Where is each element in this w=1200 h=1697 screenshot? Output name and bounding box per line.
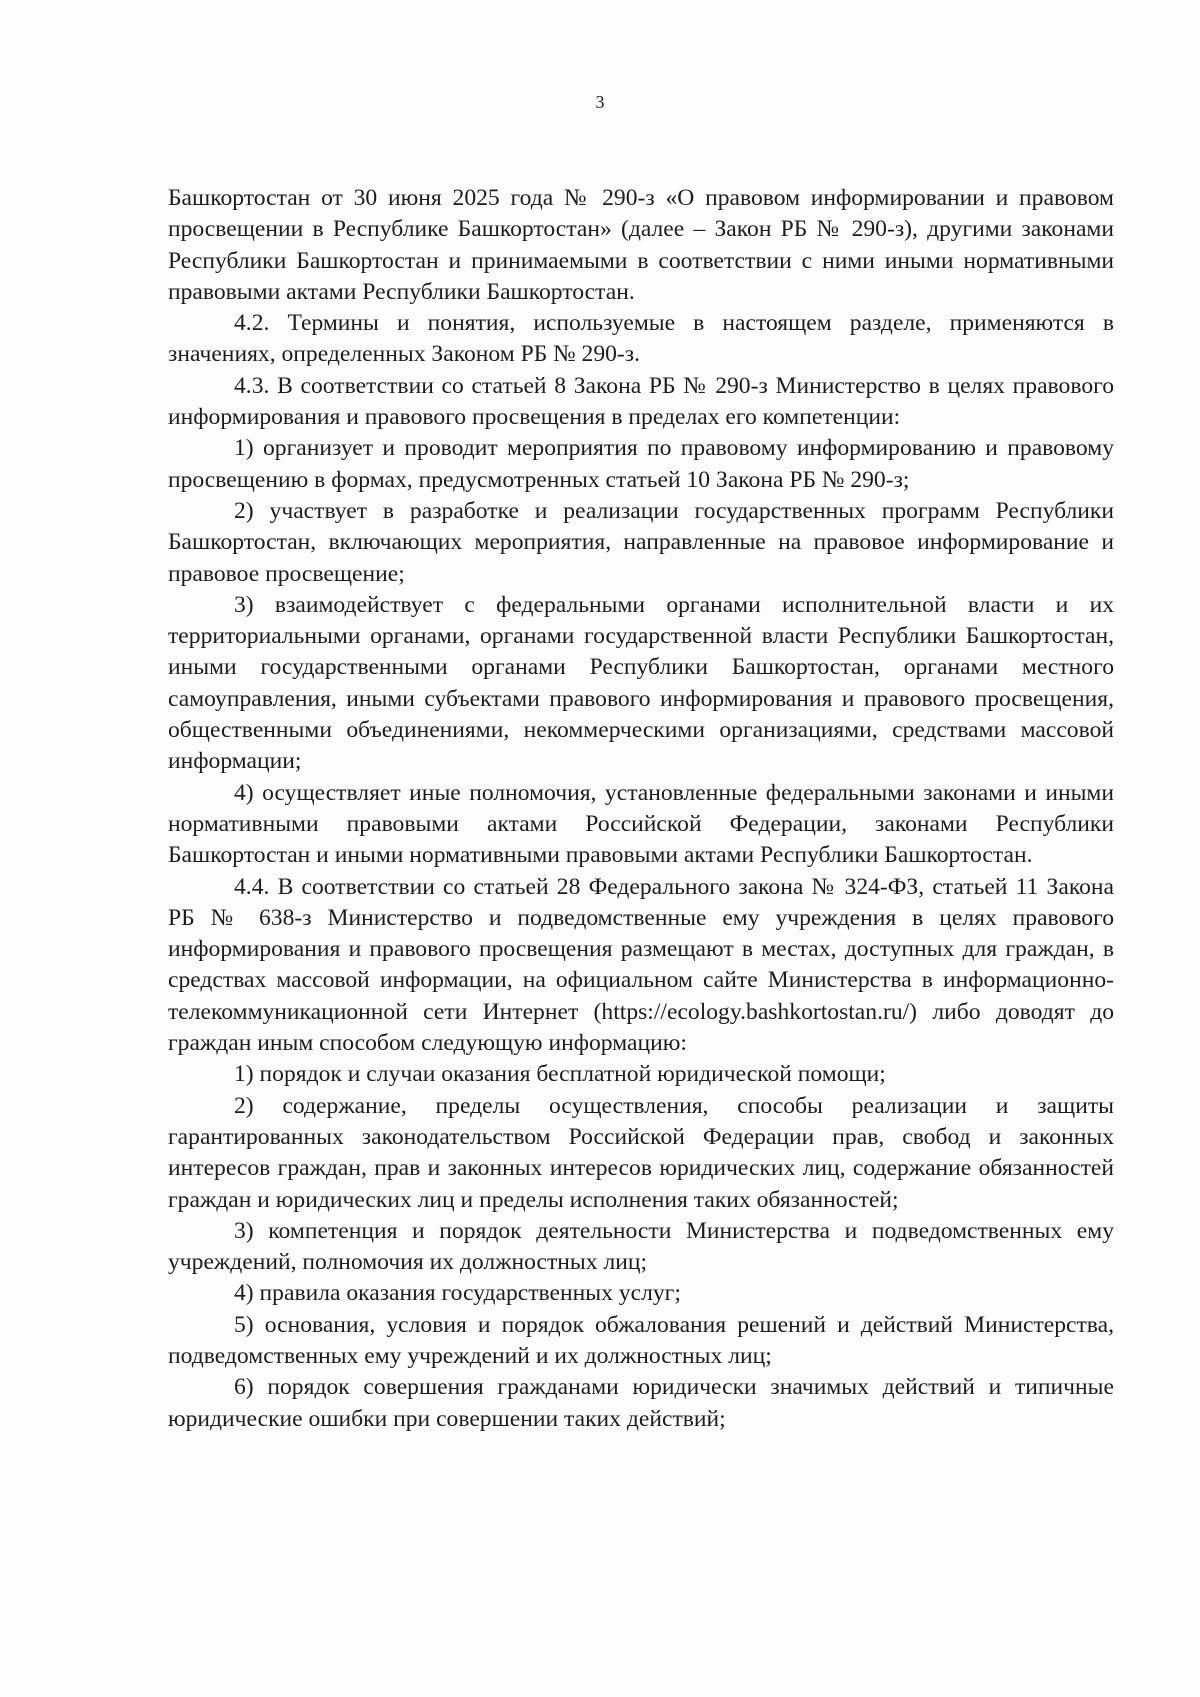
page-number: 3 bbox=[595, 92, 605, 112]
list-item-4-3-1: 1) организует и проводит мероприятия по правовому информированию и правовому просвещению в формах, предусмотренных статьей 10 Закона РБ № 290-з; bbox=[168, 435, 1114, 493]
list-item-4-4-2: 2) содержание, пределы осуществления, способы реализации и защиты гарантированных законодательством Российской Федерации прав, свобод и законных интересов граждан, прав и законных интересов юридических лиц, содержание обязанностей граждан и юридических лиц и пределы исполнения таких обязанностей; bbox=[168, 1092, 1114, 1213]
paragraph-4-4-information-placement: 4.4. В соответствии со статьей 28 Федерального закона № 324-ФЗ, статьей 11 Закона РБ № 638-з Министерство и подведомственные ему учреждения в целях правового информирования и правового просвещения размещают в местах, доступных для граждан, в средствах массовой информации, на официальном сайте Министерства в информационно-телекоммуникационной сети Интернет (https://ecology.bashkortostan.ru/) либо доводят до граждан иным способом следующую информацию: bbox=[168, 873, 1114, 1057]
list-item-4-4-1: 1) порядок и случаи оказания бесплатной юридической помощи; bbox=[234, 1061, 886, 1088]
document-body bbox=[168, 183, 1114, 1435]
list-item-4-4-3: 3) компетенция и порядок деятельности Министерства и подведомственных ему учреждений, полномочия их должностных лиц; bbox=[168, 1217, 1114, 1276]
paragraph-4-2-terms: 4.2. Термины и понятия, используемые в настоящем разделе, применяются в значениях, определенных Законом РБ № 290-з. bbox=[168, 310, 1114, 368]
list-item-4-3-3: 3) взаимодействует с федеральными органами исполнительной власти и их территориальными органами, органами государственной власти Республики Башкортостан, иными государственными органами Республики Башкортостан, органами местного самоуправления, иными субъектами правового информирования и правового просвещения, общественными объединениями, некоммерческими организациями, средствами массовой информации; bbox=[168, 591, 1114, 775]
list-item-4-4-6: 6) порядок совершения гражданами юридически значимых действий и типичные юридические ошибки при совершении таких действий; bbox=[168, 1374, 1114, 1432]
list-item-4-4-5: 5) основания, условия и порядок обжалования решений и действий Министерства, подведомственных ему учреждений и их должностных лиц; bbox=[168, 1311, 1114, 1369]
list-item-4-4-4: 4) правила оказания государственных услуг; bbox=[234, 1280, 681, 1307]
list-item-4-3-4: 4) осуществляет иные полномочия, установленные федеральными законами и иными нормативными правовыми актами Российской Федерации, законами Республики Башкортостан и иными нормативными правовыми актами Республики Башкортостан. bbox=[168, 779, 1114, 869]
paragraph-law-reference-continued: Башкортостан от 30 июня 2025 года № 290-з «О правовом информировании и правовом просвещении в Республике Башкортостан» (далее – Закон РБ № 290-з), другими законами Республики Башкортостан и принимаемыми в соответствии с ними иными нормативными правовыми актами Республики Башкортостан. bbox=[168, 185, 1114, 305]
paragraph-4-3-ministry-powers: 4.3. В соответствии со статьей 8 Закона РБ № 290-з Министерство в целях правового информирования и правового просвещения в пределах его компетенции: bbox=[168, 372, 1114, 431]
list-item-4-3-2: 2) участвует в разработке и реализации государственных программ Республики Башкортостан, включающих мероприятия, направленные на правовое информирование и правовое просвещение; bbox=[168, 497, 1114, 587]
